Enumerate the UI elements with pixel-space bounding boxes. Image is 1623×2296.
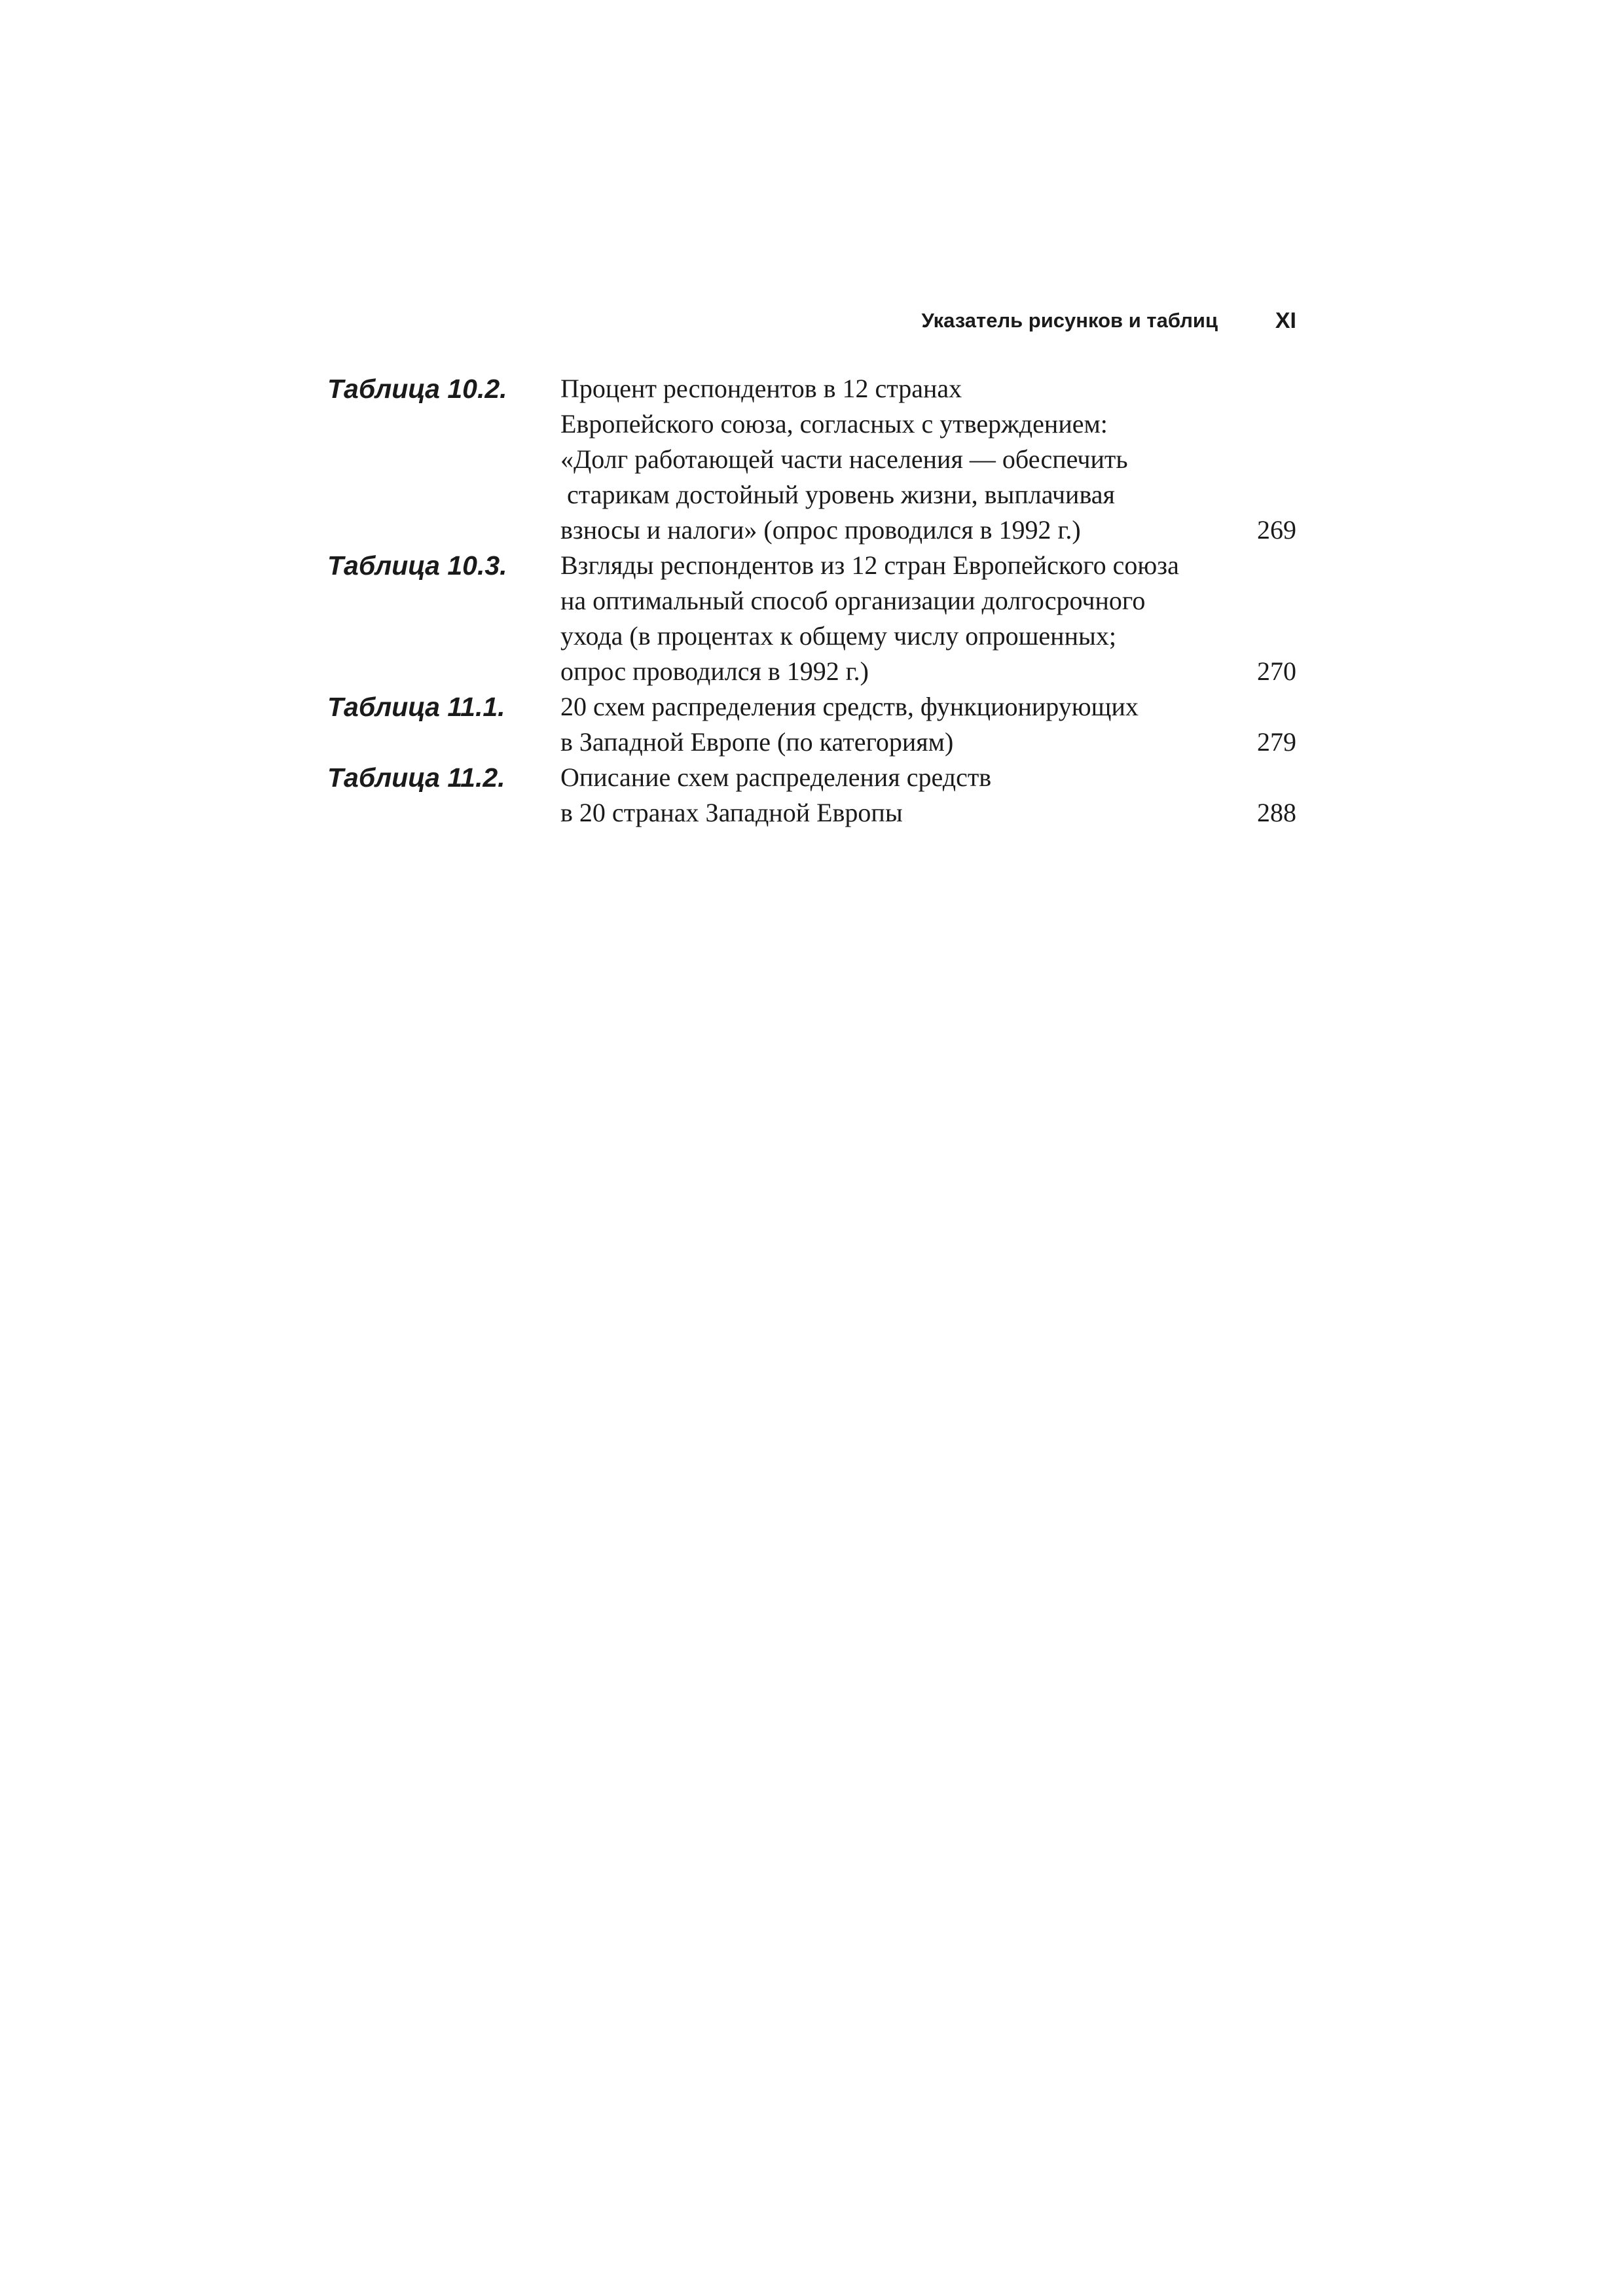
entry-line: Взгляды респондентов из 12 стран Европейского союза <box>560 550 1179 580</box>
entry-line: Процент респондентов в 12 странах <box>560 374 962 403</box>
entry-page-number: 269 <box>1257 515 1296 545</box>
index-entry <box>327 689 1296 760</box>
entry-line: опрос проводился в 1992 г.) <box>560 656 869 686</box>
index-entry <box>327 371 1296 548</box>
running-title: Указатель рисунков и таблиц <box>921 309 1218 332</box>
entry-line: 20 схем распределения средств, функционирующих <box>560 692 1139 721</box>
table-index-list <box>327 371 1296 831</box>
index-entry <box>327 760 1296 831</box>
running-head <box>825 304 1296 337</box>
entry-description <box>560 548 1215 689</box>
entry-label: Таблица 11.1. <box>327 692 505 722</box>
entry-label: Таблица 10.3. <box>327 550 507 581</box>
index-entry <box>327 548 1296 689</box>
entry-label: Таблица 11.2. <box>327 762 505 793</box>
entry-page-number: 270 <box>1257 656 1296 686</box>
entry-page-number: 279 <box>1257 727 1296 757</box>
entry-line: старикам достойный уровень жизни, выплачивая <box>567 480 1115 509</box>
entry-description <box>560 689 1215 760</box>
entry-page-number: 288 <box>1257 798 1296 827</box>
entry-line: «Долг работающей части населения — обеспечить <box>560 444 1128 474</box>
entry-line: ухода (в процентах к общему числу опрошенных; <box>560 621 1116 651</box>
entry-line: в 20 странах Западной Европы <box>560 798 903 827</box>
entry-line: в Западной Европе (по категориям) <box>560 727 954 757</box>
entry-description <box>560 760 1215 831</box>
entry-label: Таблица 10.2. <box>327 374 507 404</box>
page-number: XI <box>1275 308 1296 333</box>
entry-line: взносы и налоги» (опрос проводился в 1992 г.) <box>560 515 1081 545</box>
entry-line: Европейского союза, согласных с утверждением: <box>560 409 1108 439</box>
entry-line: Описание схем распределения средств <box>560 762 992 792</box>
entry-line: на оптимальный способ организации долгосрочного <box>560 586 1146 615</box>
entry-description <box>560 371 1215 548</box>
